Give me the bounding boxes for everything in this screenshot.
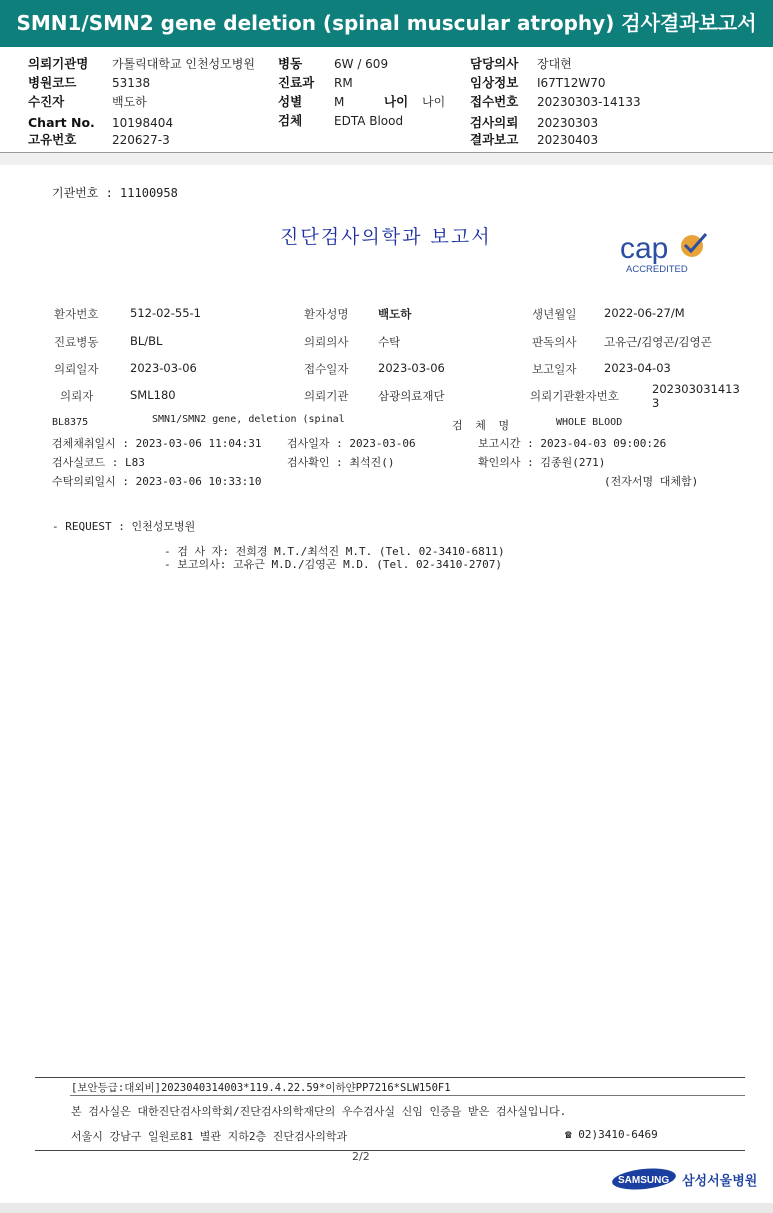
page-number: 2/2 xyxy=(352,1150,370,1163)
header-row xyxy=(278,55,302,73)
patient-label: 접수일자 xyxy=(304,362,349,376)
patient-name: 백도하 xyxy=(112,95,147,109)
certification-text: 본 검사실은 대한진단검사의학회/진단검사의학재단의 우수검사실 신임 인증을 받은 검사실입니다. xyxy=(71,1105,567,1118)
patient-label: 의뢰기관 xyxy=(304,389,349,403)
test-date: 검사일자 : 2023-03-06 xyxy=(287,437,416,450)
header-value xyxy=(537,114,598,132)
birth-date: 2022-06-27/M xyxy=(604,306,685,320)
header-row xyxy=(28,74,76,92)
test-name: SMN1/SMN2 gene, deletion (spinal xyxy=(152,414,345,425)
chart-number: 10198404 xyxy=(112,116,174,130)
page-gap xyxy=(0,153,773,165)
header-value xyxy=(334,112,403,130)
bottom-strip xyxy=(0,1203,773,1213)
header-row xyxy=(470,74,518,92)
phone-text: ☎ 02)3410-6469 xyxy=(565,1128,658,1141)
address-text: 서울시 강남구 일원로81 별관 지하2층 진단검사의학과 xyxy=(71,1130,348,1143)
header-row xyxy=(470,93,518,111)
header-row xyxy=(470,55,518,73)
header-value xyxy=(537,131,598,149)
header-value xyxy=(112,114,173,132)
samsung-hospital-name: 삼성서울병원 xyxy=(682,1174,758,1189)
e-signature-note: (전자서명 대체함) xyxy=(604,475,699,488)
footer-divider xyxy=(70,1095,745,1096)
ward-value: BL/BL xyxy=(130,334,163,348)
reading-doctor: 고유근/김영곤/김영곤 xyxy=(604,335,712,349)
patient-label: 환자번호 xyxy=(54,307,99,321)
sex: M xyxy=(334,95,345,109)
header-value xyxy=(112,55,255,73)
specimen-label: 검 체 명 xyxy=(452,419,513,432)
header-value xyxy=(112,131,170,149)
cap-accredited-text: ACCREDITED xyxy=(626,264,688,275)
header-value xyxy=(334,74,353,92)
institution-patient-number-wrap: 3 xyxy=(652,396,660,410)
lab-code: 검사실코드 : L83 xyxy=(52,456,145,469)
patient-label: 생년월일 xyxy=(532,307,577,321)
patient-label: 보고일자 xyxy=(532,362,577,376)
header-row xyxy=(278,93,302,111)
institution-number: 기관번호 : 11100958 xyxy=(52,186,178,200)
patient-label: 의뢰자 xyxy=(60,389,94,403)
header-value xyxy=(112,93,147,111)
ward: 6W / 609 xyxy=(334,57,389,71)
samsung-badge-text: SAMSUNG xyxy=(618,1175,670,1186)
lab-report-title: 진단검사의학과 보고서 xyxy=(280,226,492,248)
request-date: 2023-03-06 xyxy=(130,361,197,375)
requester: SML180 xyxy=(130,388,176,402)
confirming-doctor: 확인의사 : 김종원(271) xyxy=(478,456,606,469)
report-time: 보고시간 : 2023-04-03 09:00:26 xyxy=(478,437,667,450)
header-label: 담당의사 xyxy=(470,56,519,71)
collection-datetime: 검체채취일시 : 2023-03-06 11:04:31 xyxy=(52,437,262,450)
header-label: 의뢰기관명 xyxy=(28,56,89,71)
report-date: 2023-04-03 xyxy=(604,361,671,375)
cap-accredited-logo xyxy=(618,228,718,276)
header-row xyxy=(28,55,88,73)
request-line: - REQUEST : 인천성모병원 xyxy=(52,520,196,533)
patient-label: 판독의사 xyxy=(532,335,577,349)
test-code: BL8375 xyxy=(52,417,89,428)
security-line: [보안등급:대외비]2023040314003*119.4.22.59*이하얀PP7216*SLW150F1 xyxy=(71,1082,451,1094)
header-label: 성별 xyxy=(278,94,303,109)
header-label: 검체 xyxy=(278,113,303,128)
header-value xyxy=(537,55,572,73)
patient-name-value: 백도하 xyxy=(378,307,412,321)
header-row xyxy=(28,114,95,132)
header-label: 고유번호 xyxy=(28,132,77,147)
header-value xyxy=(334,93,344,111)
header-row xyxy=(28,93,64,111)
test-verifier: 검사확인 : 최석진() xyxy=(287,456,395,469)
header-row xyxy=(384,93,408,111)
header-value xyxy=(112,74,150,92)
patient-label: 의뢰기관환자번호 xyxy=(530,389,619,403)
test-request-date: 20230303 xyxy=(537,116,599,130)
header-value xyxy=(537,74,606,92)
header-row xyxy=(278,112,302,130)
header-value xyxy=(537,93,641,111)
patient-label: 진료병동 xyxy=(54,335,99,349)
header-row xyxy=(470,131,518,149)
report-title-bar: SMN1/SMN2 gene deletion (spinal muscular atrophy) 검사결과보고서 xyxy=(0,0,773,47)
requesting-doctor: 수탁 xyxy=(378,335,401,349)
requesting-institution-value: 삼광의료재단 xyxy=(378,389,445,403)
header-label: 진료과 xyxy=(278,75,315,90)
attending-doctor: 장대현 xyxy=(537,57,572,71)
requesting-institution: 가톨릭대학교 인천성모병원 xyxy=(112,57,255,71)
header-value xyxy=(334,55,388,73)
patient-label: 의뢰일자 xyxy=(54,362,99,376)
patient-label: 의뢰의사 xyxy=(304,335,349,349)
samsung-logo-icon xyxy=(612,1166,758,1192)
header-row xyxy=(470,114,518,132)
consignment-datetime: 수탁의뢰일시 : 2023-03-06 10:33:10 xyxy=(52,475,262,488)
technician-line: - 검 사 자: 전희경 M.T./최석진 M.T. (Tel. 02-3410-6811) xyxy=(164,545,505,558)
specimen: EDTA Blood xyxy=(334,114,404,128)
age-value: 나이 xyxy=(422,95,446,109)
header-row xyxy=(28,131,76,149)
hospital-code: 53138 xyxy=(112,76,151,90)
cap-logo-icon xyxy=(618,228,718,276)
result-report-date: 20230403 xyxy=(537,133,599,147)
reporting-doctor-line: - 보고의사: 고유근 M.D./김영곤 M.D. (Tel. 02-3410-2707) xyxy=(164,558,503,571)
patient-label: 환자성명 xyxy=(304,307,349,321)
age-label: 나이 xyxy=(384,94,409,109)
receipt-date: 2023-03-06 xyxy=(378,361,445,375)
header-label: 접수번호 xyxy=(470,94,519,109)
institution-patient-number: 202303031413 xyxy=(652,382,740,396)
header-label: 병원코드 xyxy=(28,75,77,90)
header-label: 검사의뢰 xyxy=(470,115,519,130)
cap-logo-text: cap xyxy=(620,232,669,265)
header-label: 수진자 xyxy=(28,94,65,109)
header-label: 결과보고 xyxy=(470,132,519,147)
samsung-hospital-logo xyxy=(612,1166,758,1196)
specimen-name: WHOLE BLOOD xyxy=(556,417,623,428)
header-label: 병동 xyxy=(278,56,303,71)
department: RM xyxy=(334,76,353,90)
header-label: Chart No. xyxy=(28,115,95,130)
footer-box xyxy=(35,1077,745,1151)
patient-number: 512-02-55-1 xyxy=(130,306,201,320)
receipt-number: 20230303-14133 xyxy=(537,95,641,109)
header-label: 임상정보 xyxy=(470,75,519,90)
clinical-info: I67T12W70 xyxy=(537,76,606,90)
unique-number: 220627-3 xyxy=(112,133,170,147)
header-value xyxy=(422,93,445,111)
header-row xyxy=(278,74,314,92)
